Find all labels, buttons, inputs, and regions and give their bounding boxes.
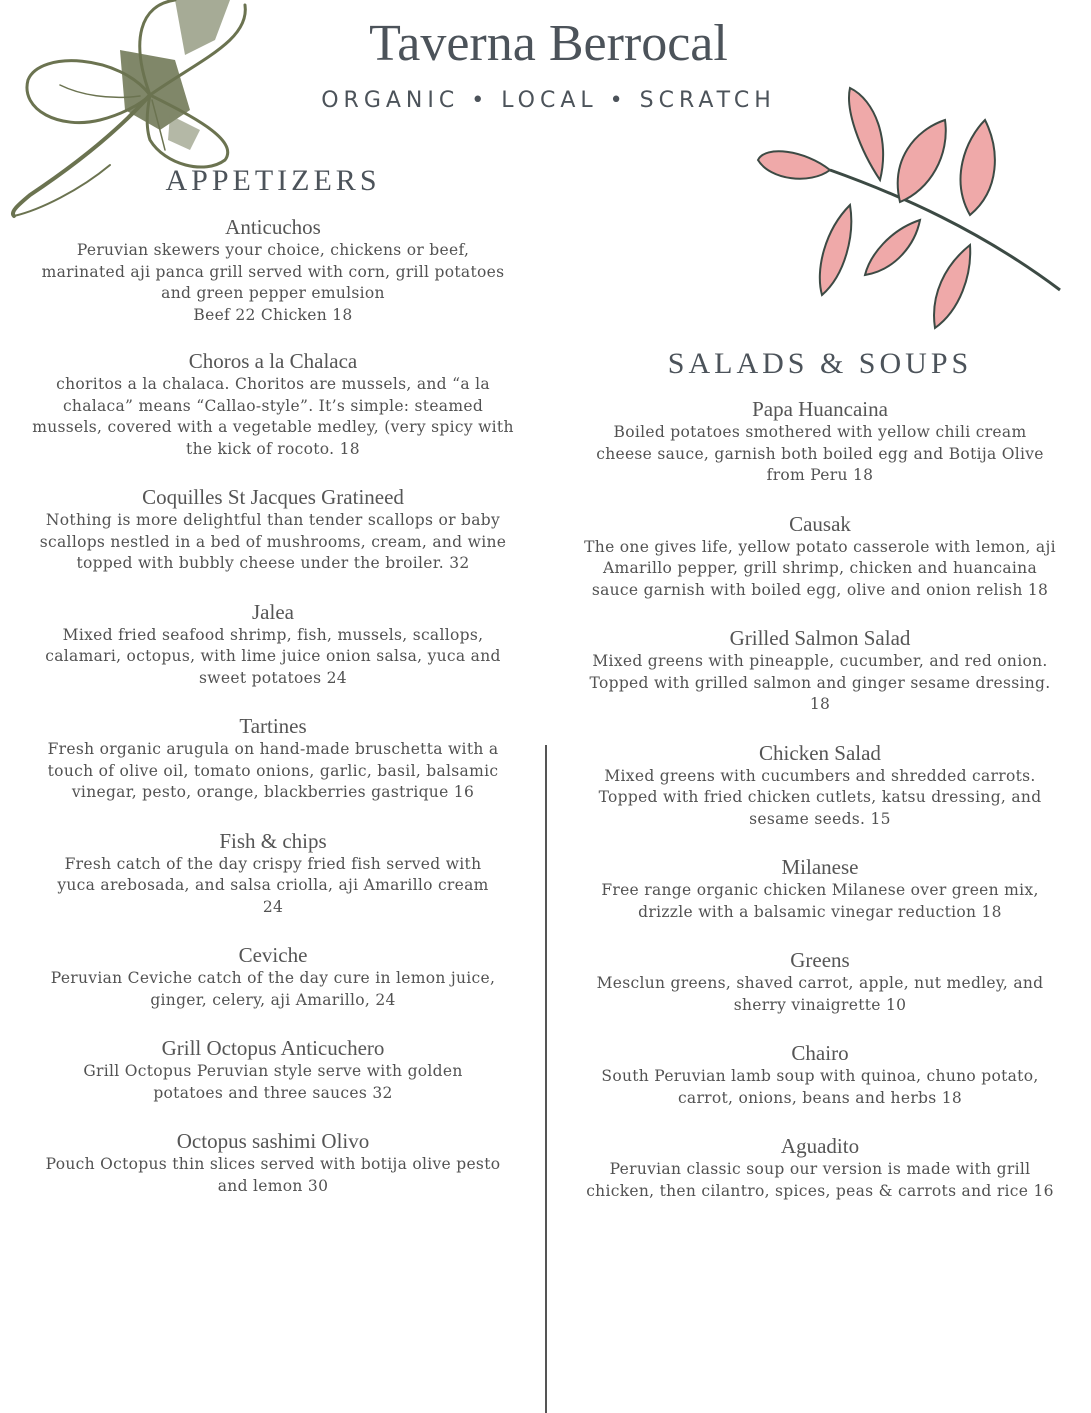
menu-item [30, 1128, 516, 1197]
menu-item-name: Papa Huancaina [752, 397, 888, 421]
menu-item [30, 713, 516, 804]
menu-item [30, 599, 516, 690]
menu-item [578, 396, 1062, 487]
menu-item-description: choritos a la chalaca. Choritos are mussels, and “a la chalaca” means “Callao-style”. It’s simple: steamed mussels, covered with a vegetable medley, (very spicy with the kick of rocoto. 18 [32, 375, 514, 458]
menu-item-name: Fish & chips [219, 828, 327, 853]
menu-item-name: Aguadito [780, 1134, 860, 1158]
menu-item-description: South Peruvian lamb soup with quinoa, chuno potato, carrot, onions, beans and herbs 18 [601, 1067, 1039, 1107]
menu-item-description: Grill Octopus Peruvian style serve with golden potatoes and three sauces 32 [83, 1062, 463, 1102]
salads-soups-list [578, 396, 1062, 1202]
menu-item-description: Mixed fried seafood shrimp, fish, mussels, scallops, calamari, octopus, with lime juice onion salsa, yuca and sweet potatoes 24 [45, 625, 501, 687]
menu-item [578, 1040, 1062, 1109]
menu-item [30, 348, 516, 460]
section-title-appetizers: APPETIZERS [165, 164, 381, 197]
menu-item-description: Peruvian classic soup our version is made with grill chicken, then cilantro, spices, peas & carrots and rice 16 [586, 1160, 1054, 1200]
section-title-salads-soups: SALADS & SOUPS [667, 347, 973, 380]
column-divider [545, 745, 547, 1413]
menu-item-name: Causak [789, 511, 851, 536]
menu-item-description: Peruvian Ceviche catch of the day cure in lemon juice, ginger, celery, aji Amarillo, 24 [50, 969, 496, 1009]
appetizers-list [30, 214, 516, 1197]
menu-item-name: Chicken Salad [759, 740, 881, 765]
menu-item-name: Ceviche [238, 943, 308, 967]
menu-item-name: Jalea [252, 599, 294, 624]
menu-item-name: Greens [790, 948, 850, 972]
menu-item-description: Mesclun greens, shaved carrot, apple, nut medley, and sherry vinaigrette 10 [596, 974, 1044, 1014]
menu-item-name: Chairo [791, 1041, 849, 1065]
menu-item-name: Coquilles St Jacques Gratineed [142, 485, 404, 509]
menu-item-name: Grilled Salmon Salad [729, 626, 911, 650]
menu-item [30, 942, 516, 1011]
menu-item [30, 828, 516, 919]
menu-item-name: Tartines [239, 714, 307, 738]
menu-item [578, 625, 1062, 716]
menu-item [30, 1035, 516, 1104]
menu-item [578, 1133, 1062, 1202]
menu-item-name: Choros a la Chalaca [188, 349, 358, 373]
menu-item-name: Octopus sashimi Olivo [176, 1129, 370, 1153]
menu-item-description: Mixed greens with pineapple, cucumber, and red onion. Topped with grilled salmon and ginger sesame dressing. 18 [589, 652, 1051, 713]
menu-item [578, 740, 1062, 831]
menu-item-description: Peruvian skewers your choice, chickens or beef, marinated aji panca grill served with corn, grill potatoes and green pepper emulsion [41, 241, 505, 302]
leaf-branch-illustration-icon [750, 80, 1070, 340]
menu-item-name: Milanese [781, 855, 859, 879]
menu-item [578, 854, 1062, 923]
menu-item-description: Pouch Octopus thin slices served with botija olive pesto and lemon 30 [45, 1155, 501, 1195]
menu-item [578, 947, 1062, 1016]
menu-item-name: Grill Octopus Anticuchero [161, 1036, 385, 1060]
menu-item [30, 484, 516, 575]
menu-item-description: Boiled potatoes smothered with yellow chili cream cheese sauce, garnish both boiled egg and Botija Olive from Peru 18 [596, 423, 1044, 484]
menu-item-name: Anticuchos [225, 215, 321, 239]
menu-item [30, 214, 516, 326]
menu-item-description: Mixed greens with cucumbers and shredded carrots. Topped with fried chicken cutlets, katsu dressing, and sesame seeds. 15 [598, 766, 1042, 828]
menu-item-price: Beef 22 Chicken 18 [193, 305, 353, 324]
menu-item-description: Free range organic chicken Milanese over green mix, drizzle with a balsamic vinegar reduction 18 [601, 881, 1039, 921]
menu-item-description: Fresh catch of the day crispy fried fish served with yuca arebosada, and salsa criolla, aji Amarillo cream 24 [57, 854, 489, 916]
restaurant-tagline: ORGANIC • LOCAL • SCRATCH [321, 88, 776, 113]
menu-item [578, 511, 1062, 602]
menu-item-description: The one gives life, yellow potato casserole with lemon, aji Amarillo pepper, grill shrimp, chicken and huancaina sauce garnish with boiled egg, olive and onion relish 18 [584, 537, 1056, 599]
menu-item-description: Nothing is more delightful than tender scallops or baby scallops nestled in a bed of mushrooms, cream, and wine topped with bubbly cheese under the broiler. 32 [39, 511, 507, 572]
menu-item-description: Fresh organic arugula on hand-made bruschetta with a touch of olive oil, tomato onions, garlic, basil, balsamic vinegar, pesto, orange, blackberries gastrique 16 [47, 740, 499, 801]
restaurant-name: Taverna Berrocal [369, 15, 728, 72]
